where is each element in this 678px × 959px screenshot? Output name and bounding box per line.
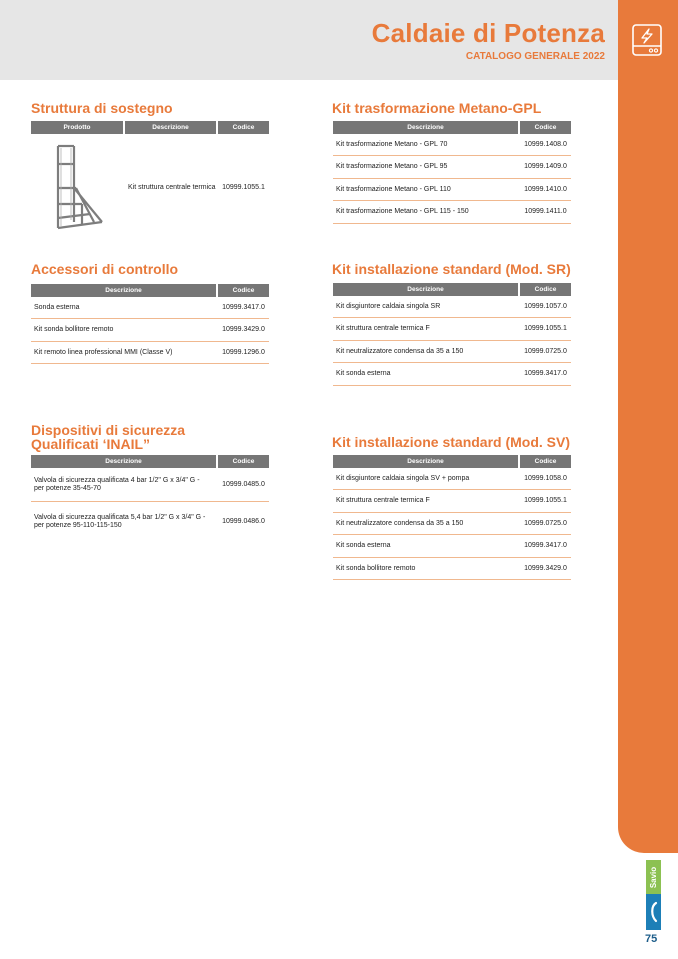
orange-side-strip	[618, 0, 678, 853]
savio-logo-icon	[648, 900, 659, 924]
metano-table	[333, 121, 571, 224]
column-header: Codice	[520, 455, 571, 468]
table-row	[333, 201, 571, 224]
row-code: 10999.0485.0	[222, 480, 265, 488]
brand-name: Savio	[649, 866, 658, 888]
row-code: 10999.0725.0	[524, 519, 567, 527]
table-row	[31, 319, 269, 342]
table-row	[333, 318, 571, 341]
section-title-line: Qualificati ‘INAIL”	[31, 436, 151, 452]
row-description: Kit sonda esterna	[336, 542, 391, 549]
row-description: Kit remoto linea professional MMI (Classe V)	[34, 348, 173, 356]
row-description: Kit sonda esterna	[336, 370, 391, 377]
row-code: 10999.1410.0	[524, 185, 567, 193]
table-header	[31, 284, 269, 297]
table-row	[333, 468, 571, 490]
column-header: Codice	[520, 283, 571, 296]
row-description: Kit neutralizzatore condensa da 35 a 150	[336, 347, 464, 355]
dispositivi-table	[31, 455, 269, 542]
row-code: 10999.3417.0	[524, 542, 567, 549]
row-description: Kit trasformazione Metano - GPL 95	[336, 163, 448, 170]
row-description: Kit struttura centrale termica F	[336, 325, 430, 332]
catalog-subtitle: CATALOGO GENERALE 2022	[465, 51, 605, 62]
page-number: 75	[645, 933, 658, 945]
table-row	[31, 342, 269, 364]
row-description-line: per potenze 35-45-70	[34, 484, 101, 492]
column-header: Codice	[218, 121, 269, 134]
section-title-kit-sv: Kit installazione standard (Mod. SV)	[332, 434, 571, 450]
section-title-kit-sr: Kit installazione standard (Mod. SR)	[332, 261, 571, 277]
row-code: 10999.0725.0	[524, 347, 567, 355]
row-description: Kit sonda bollitore remoto	[34, 326, 114, 333]
row-description: Kit struttura centrale termica F	[336, 497, 430, 504]
table-row	[333, 490, 571, 513]
table-row	[333, 296, 571, 318]
table-header	[31, 121, 269, 134]
row-description: Sonda esterna	[34, 303, 80, 311]
section-title-line: Dispositivi di sicurezza	[31, 422, 186, 438]
section-title-metano: Kit trasformazione Metano-GPL	[332, 100, 542, 116]
row-code: 10999.1296.0	[222, 348, 265, 356]
product-description: Kit struttura centrale termica	[128, 183, 216, 191]
table-header	[333, 283, 571, 296]
row-description: Kit sonda bollitore remoto	[336, 564, 416, 572]
support-frame-image	[48, 142, 108, 234]
column-header: Descrizione	[31, 284, 218, 297]
column-header: Prodotto	[31, 121, 125, 134]
row-code: 10999.3429.0	[524, 564, 567, 572]
table-row	[333, 179, 571, 201]
table-row	[31, 468, 269, 502]
table-row	[31, 502, 269, 542]
row-description-line: per potenze 95-110-115-150	[34, 522, 122, 529]
column-header: Descrizione	[333, 121, 520, 134]
side-strip-curve	[600, 60, 630, 100]
section-title-accessori: Accessori di controllo	[31, 261, 179, 277]
kit-sv-table	[333, 455, 571, 580]
row-code: 10999.3417.0	[222, 303, 265, 311]
brand-name-block	[646, 860, 661, 894]
table-row	[333, 558, 571, 580]
row-code: 10999.3429.0	[222, 326, 265, 333]
table-header	[31, 455, 269, 468]
row-code: 10999.1057.0	[524, 302, 567, 310]
product-code: 10999.1055.1	[222, 183, 265, 191]
column-header: Descrizione	[333, 283, 520, 296]
section-title-struttura: Struttura di sostegno	[31, 100, 173, 116]
table-header	[333, 455, 571, 468]
row-code: 10999.1055.1	[524, 497, 567, 504]
column-header: Codice	[520, 121, 571, 134]
table-header	[333, 121, 571, 134]
row-description	[31, 477, 218, 493]
row-code: 10999.1409.0	[524, 163, 567, 170]
table-row	[333, 513, 571, 535]
table-row	[333, 535, 571, 558]
row-description: Kit neutralizzatore condensa da 35 a 150	[336, 519, 464, 527]
accessori-table	[31, 284, 269, 364]
column-header: Descrizione	[333, 455, 520, 468]
section-title-dispositivi	[31, 423, 185, 451]
table-row	[31, 134, 269, 241]
column-header: Descrizione	[31, 455, 218, 468]
brand-logo-block	[646, 894, 661, 930]
row-description	[31, 514, 218, 530]
row-code: 10999.1411.0	[524, 208, 567, 215]
table-row	[333, 363, 571, 386]
row-code: 10999.1408.0	[524, 140, 567, 148]
kit-sr-table	[333, 283, 571, 386]
row-description: Kit disgiuntore caldaia singola SR	[336, 302, 441, 310]
row-code: 10999.1055.1	[524, 325, 567, 332]
savio-brand-tab	[646, 860, 661, 930]
row-description: Kit trasformazione Metano - GPL 110	[336, 185, 451, 193]
table-row	[31, 297, 269, 319]
struttura-table	[31, 121, 269, 241]
page-title: Caldaie di Potenza	[371, 18, 605, 48]
row-code: 10999.0486.0	[222, 518, 265, 525]
row-description: Kit trasformazione Metano - GPL 70	[336, 140, 448, 148]
row-description: Kit trasformazione Metano - GPL 115 - 150	[336, 208, 469, 215]
boiler-lightning-icon	[630, 22, 664, 58]
table-row	[333, 156, 571, 179]
column-header: Codice	[218, 284, 269, 297]
column-header: Codice	[218, 455, 269, 468]
row-description: Kit disgiuntore caldaia singola SV + pompa	[336, 474, 470, 482]
product-image-cell	[31, 142, 125, 234]
column-header: Descrizione	[125, 121, 218, 134]
row-code: 10999.1058.0	[524, 474, 567, 482]
row-description-line: Valvola di sicurezza qualificata 5,4 bar 1/2" G x 3/4" G -	[34, 514, 206, 521]
table-row	[333, 341, 571, 363]
row-description-line: Valvola di sicurezza qualificata 4 bar 1/2" G x 3/4" G -	[34, 476, 200, 484]
table-row	[333, 134, 571, 156]
row-code: 10999.3417.0	[524, 370, 567, 377]
